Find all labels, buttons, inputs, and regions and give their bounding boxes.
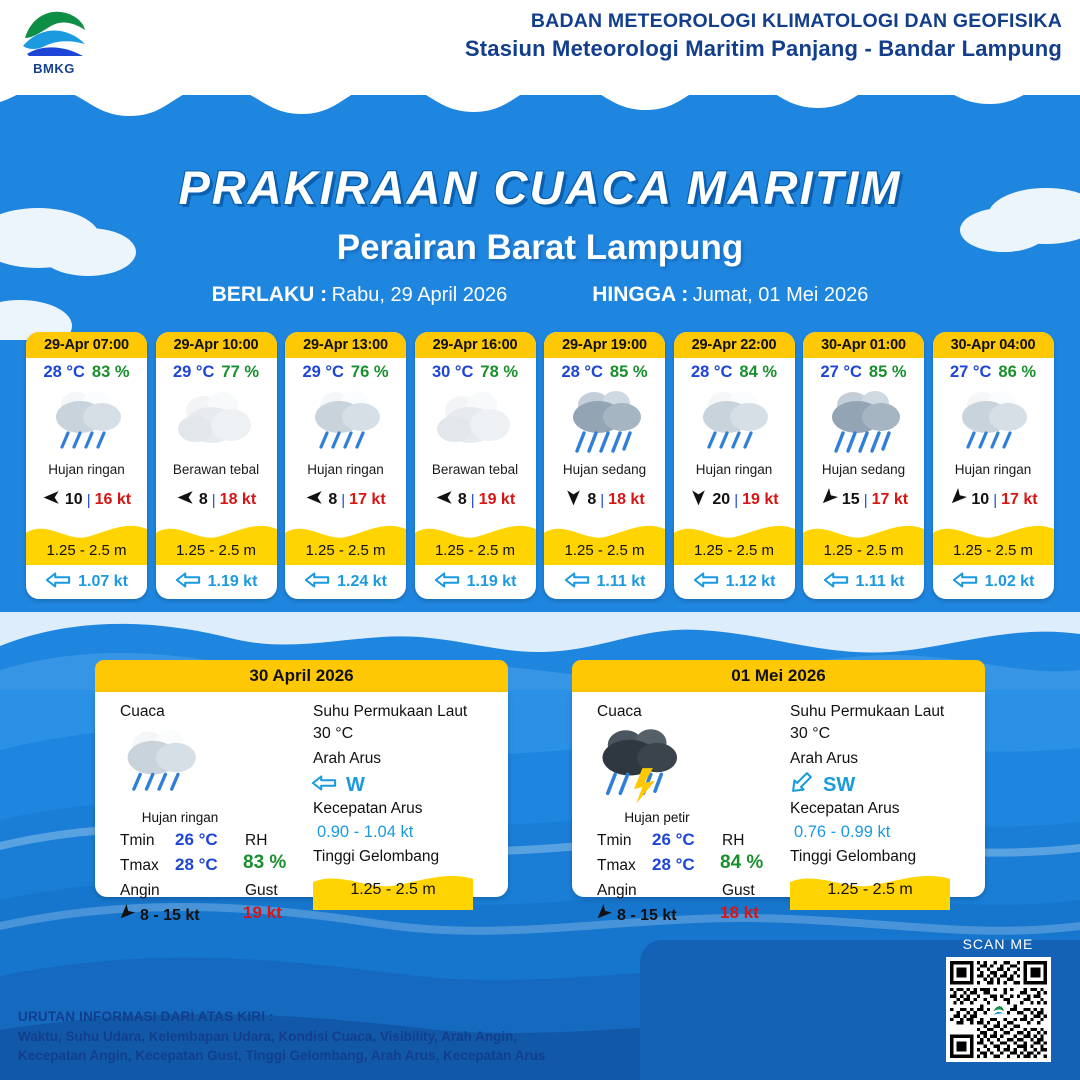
hourly-temp-rh xyxy=(285,358,406,384)
hourly-condition: Berawan tebal xyxy=(172,462,260,477)
daily-wind-value: 8 - 15 kt xyxy=(140,906,200,924)
hourly-temp-rh xyxy=(26,358,147,384)
hourly-wind xyxy=(803,481,924,519)
wind-separator: | xyxy=(211,491,216,509)
hourly-temp-rh xyxy=(674,358,795,384)
valid-until-label: HINGGA : xyxy=(592,283,689,306)
hourly-current-speed: 1.07 kt xyxy=(78,573,128,590)
hourly-wave xyxy=(285,519,406,565)
qr-code[interactable] xyxy=(946,957,1051,1062)
hourly-forecast-list xyxy=(26,332,1056,599)
hourly-weather-icon xyxy=(933,384,1054,462)
hourly-current-speed: 1.11 kt xyxy=(855,573,905,590)
hourly-wind-gust: 18 kt xyxy=(608,491,645,508)
hourly-current-speed: 1.19 kt xyxy=(207,573,258,590)
daily-body-day2 xyxy=(572,692,985,924)
hourly-wind-speed: 15 xyxy=(841,491,860,508)
daily-current-speed-value: 0.76 - 0.99 kt xyxy=(794,823,891,841)
hourly-wind-gust: 17 kt xyxy=(349,491,386,508)
wind-separator: | xyxy=(470,491,475,509)
daily-rh-label: RH xyxy=(722,832,745,849)
daily-sst-label: Suhu Permukaan Laut xyxy=(313,703,468,720)
hourly-wind-speed: 20 xyxy=(712,491,731,508)
daily-condition: Hujan ringan xyxy=(141,810,219,825)
daily-forecast-day2 xyxy=(572,660,985,924)
hourly-weather-icon xyxy=(285,384,406,462)
hourly-wave-height: 1.25 - 2.5 m xyxy=(564,542,645,559)
hourly-current xyxy=(803,565,924,599)
hourly-temp-rh xyxy=(933,358,1054,384)
daily-current-speed-label: Kecepatan Arus xyxy=(313,800,423,817)
daily-gust-value: 19 kt xyxy=(243,903,282,922)
hourly-wind xyxy=(285,481,406,519)
hourly-card xyxy=(674,332,795,599)
hourly-time: 30-Apr 01:00 xyxy=(803,332,924,358)
hourly-temp-rh xyxy=(156,358,277,384)
hourly-temperature: 27 °C xyxy=(949,363,992,381)
hourly-temp-rh xyxy=(544,358,665,384)
hourly-temperature: 29 °C xyxy=(302,363,344,381)
daily-gust-label: Gust xyxy=(245,882,278,899)
daily-current-dir-value: SW xyxy=(823,774,856,796)
bmkg-logo-icon xyxy=(21,8,87,60)
footer-legend-title: URUTAN INFORMASI DARI ATAS KIRI : xyxy=(18,1009,274,1025)
hourly-condition: Hujan ringan xyxy=(307,462,384,477)
hourly-wind xyxy=(415,481,536,519)
hourly-current xyxy=(26,565,147,599)
hourly-humidity: 76 % xyxy=(350,363,389,381)
hourly-wave-height: 1.25 - 2.5 m xyxy=(175,542,257,559)
hourly-wind-gust: 19 kt xyxy=(478,491,516,508)
daily-wind-row xyxy=(594,904,677,927)
daily-tmin-label: Tmin xyxy=(120,832,155,849)
wind-direction-icon xyxy=(435,488,454,512)
hourly-time: 29-Apr 19:00 xyxy=(544,332,665,358)
scan-me-block xyxy=(938,936,1058,1062)
hourly-time: 29-Apr 22:00 xyxy=(674,332,795,358)
daily-wave-value: 1.25 - 2.5 m xyxy=(827,881,913,898)
hourly-wind xyxy=(156,481,277,519)
hourly-wind-speed: 8 xyxy=(328,491,338,508)
daily-weather-icon xyxy=(592,724,682,809)
wind-separator: | xyxy=(993,491,998,509)
hourly-wind-speed: 10 xyxy=(971,491,990,508)
hourly-condition: Hujan sedang xyxy=(562,462,647,477)
hourly-time: 29-Apr 16:00 xyxy=(415,332,536,358)
wind-separator: | xyxy=(600,491,605,509)
current-direction-icon xyxy=(45,569,71,596)
bmkg-logo-text: BMKG xyxy=(33,61,75,76)
valid-from-label: BERLAKU : xyxy=(211,283,328,306)
daily-cuaca-label: Cuaca xyxy=(120,703,165,720)
hourly-humidity: 85 % xyxy=(609,363,648,381)
hourly-condition: Hujan sedang xyxy=(821,462,906,477)
hourly-condition: Berawan tebal xyxy=(431,462,519,477)
hourly-temp-rh xyxy=(415,358,536,384)
qr-code-icon xyxy=(950,961,1047,1058)
hourly-weather-icon xyxy=(26,384,147,462)
hourly-current xyxy=(156,565,277,599)
current-direction-icon xyxy=(693,569,719,596)
hourly-wind-speed: 8 xyxy=(198,491,208,508)
daily-current-speed-label: Kecepatan Arus xyxy=(790,800,900,817)
hourly-weather-icon xyxy=(674,384,795,462)
daily-current-dir-label: Arah Arus xyxy=(313,750,382,767)
daily-cuaca-label: Cuaca xyxy=(597,703,642,720)
daily-wave-label: Tinggi Gelombang xyxy=(790,848,917,865)
daily-forecast-day1 xyxy=(95,660,508,924)
daily-gust-value: 18 kt xyxy=(720,903,759,922)
wind-direction-icon xyxy=(42,488,61,512)
hourly-current-speed: 1.11 kt xyxy=(596,573,646,590)
hourly-temperature: 27 °C xyxy=(820,363,862,381)
daily-current-dir-row xyxy=(311,772,365,799)
hourly-wind-speed: 10 xyxy=(64,491,83,508)
valid-from-value: Rabu, 29 April 2026 xyxy=(331,284,508,306)
hourly-temperature: 28 °C xyxy=(43,363,85,381)
hourly-wave-height: 1.25 - 2.5 m xyxy=(434,542,516,559)
hourly-current-speed: 1.12 kt xyxy=(725,573,776,590)
hourly-weather-icon xyxy=(415,384,536,462)
hourly-condition: Hujan ringan xyxy=(48,462,125,477)
daily-current-dir-row xyxy=(788,772,855,799)
hourly-wave-height: 1.25 - 2.5 m xyxy=(46,542,127,559)
daily-wave-band xyxy=(790,870,950,910)
daily-tmin-label: Tmin xyxy=(597,832,632,849)
hourly-current-speed: 1.24 kt xyxy=(337,573,387,590)
daily-wind-row xyxy=(117,904,200,927)
hourly-time: 29-Apr 13:00 xyxy=(285,332,406,358)
hourly-wave xyxy=(803,519,924,565)
hourly-time: 30-Apr 04:00 xyxy=(933,332,1054,358)
wind-direction-icon xyxy=(117,904,135,927)
hourly-humidity: 85 % xyxy=(868,363,907,381)
hourly-temperature: 29 °C xyxy=(172,363,215,381)
footer-legend-line3: Kecepatan Angin, Kecepatan Gust, Tinggi Gelombang, Arah Arus, Kecepatan Arus xyxy=(18,1048,546,1064)
daily-current-dir-label: Arah Arus xyxy=(790,750,859,767)
daily-tmax-value: 28 °C xyxy=(175,855,218,874)
hourly-wave-height: 1.25 - 2.5 m xyxy=(305,542,386,559)
bmkg-logo xyxy=(14,8,94,82)
daily-wind-value: 8 - 15 kt xyxy=(617,906,677,924)
hourly-current xyxy=(544,565,665,599)
wind-direction-icon xyxy=(176,488,195,512)
page-header xyxy=(0,0,1080,88)
page-title: PRAKIRAAN CUACA MARITIM xyxy=(178,161,902,214)
hourly-wave xyxy=(674,519,795,565)
hourly-wave xyxy=(544,519,665,565)
hourly-wind-speed: 8 xyxy=(587,491,597,508)
wind-direction-icon xyxy=(564,488,583,512)
wind-separator: | xyxy=(863,491,868,509)
daily-tmax-label: Tmax xyxy=(597,857,636,874)
hourly-wind-speed: 8 xyxy=(457,491,467,508)
hourly-current xyxy=(415,565,536,599)
hourly-wave xyxy=(933,519,1054,565)
daily-body-day1 xyxy=(95,692,508,924)
wind-separator: | xyxy=(734,491,739,509)
daily-gust-label: Gust xyxy=(722,882,755,899)
daily-tmin-value: 26 °C xyxy=(175,830,218,849)
current-direction-icon xyxy=(952,569,978,596)
hourly-current xyxy=(674,565,795,599)
daily-tmax-label: Tmax xyxy=(120,857,159,874)
hourly-humidity: 83 % xyxy=(91,363,130,381)
hourly-humidity: 77 % xyxy=(221,363,260,381)
hourly-humidity: 78 % xyxy=(480,363,519,381)
current-direction-icon xyxy=(175,569,201,596)
page-subtitle: Perairan Barat Lampung xyxy=(336,228,744,267)
daily-sst-value: 30 °C xyxy=(313,725,354,742)
daily-rh-label: RH xyxy=(245,832,268,849)
hourly-condition: Hujan ringan xyxy=(954,462,1032,477)
header-agency-name: BADAN METEOROLOGI KLIMATOLOGI DAN GEOFISIKA xyxy=(530,10,1062,32)
valid-until-value: Jumat, 01 Mei 2026 xyxy=(692,284,869,306)
wind-direction-icon xyxy=(594,904,612,927)
hourly-card xyxy=(803,332,924,599)
hourly-wave-height: 1.25 - 2.5 m xyxy=(952,542,1034,559)
hourly-card xyxy=(285,332,406,599)
wind-direction-icon xyxy=(305,488,324,512)
daily-sst-value: 30 °C xyxy=(790,725,831,742)
hourly-temperature: 30 °C xyxy=(431,363,474,381)
scan-me-label: SCAN ME xyxy=(962,936,1034,952)
wind-direction-icon xyxy=(689,488,708,512)
hourly-weather-icon xyxy=(156,384,277,462)
hourly-card xyxy=(544,332,665,599)
validity-row xyxy=(0,283,1080,307)
current-direction-icon xyxy=(304,569,330,596)
daily-wind-label: Angin xyxy=(597,882,637,899)
header-station-name: Stasiun Meteorologi Maritim Panjang - Bandar Lampung xyxy=(464,36,1062,61)
wind-separator: | xyxy=(86,491,91,509)
hourly-wind xyxy=(544,481,665,519)
hourly-humidity: 86 % xyxy=(998,363,1037,381)
daily-tmin-value: 26 °C xyxy=(652,830,695,849)
hourly-wind-gust: 16 kt xyxy=(94,491,132,508)
hourly-wind-gust: 18 kt xyxy=(219,491,257,508)
footer-legend xyxy=(18,1007,545,1066)
daily-wave-label: Tinggi Gelombang xyxy=(313,848,440,865)
daily-date-day1: 30 April 2026 xyxy=(95,660,508,692)
hourly-card xyxy=(933,332,1054,599)
daily-sst-label: Suhu Permukaan Laut xyxy=(790,703,945,720)
hourly-wind-gust: 17 kt xyxy=(1001,491,1038,508)
hourly-wind xyxy=(674,481,795,519)
hourly-card xyxy=(26,332,147,599)
daily-current-speed-value: 0.90 - 1.04 kt xyxy=(317,823,414,841)
hourly-wind-gust: 19 kt xyxy=(742,491,779,508)
hourly-current-speed: 1.02 kt xyxy=(984,573,1035,590)
daily-rh-value: 84 % xyxy=(720,852,764,873)
hourly-temperature: 28 °C xyxy=(561,363,603,381)
footer-legend-line2: Waktu, Suhu Udara, Kelembapan Udara, Kondisi Cuaca, Visibility, Arah Angin, xyxy=(18,1028,518,1044)
wind-separator: | xyxy=(341,491,346,509)
hourly-weather-icon xyxy=(803,384,924,462)
hourly-time: 29-Apr 07:00 xyxy=(26,332,147,358)
hourly-temp-rh xyxy=(803,358,924,384)
hourly-weather-icon xyxy=(544,384,665,462)
daily-rh-value: 83 % xyxy=(243,852,287,873)
hourly-time: 29-Apr 10:00 xyxy=(156,332,277,358)
wind-direction-icon xyxy=(819,488,838,512)
daily-condition: Hujan petir xyxy=(624,810,690,825)
current-direction-icon xyxy=(564,569,590,596)
hourly-temperature: 28 °C xyxy=(690,363,733,381)
hourly-wave-height: 1.25 - 2.5 m xyxy=(693,542,775,559)
hourly-wind xyxy=(933,481,1054,519)
current-direction-icon xyxy=(788,772,814,799)
wind-direction-icon xyxy=(948,488,967,512)
current-direction-icon xyxy=(434,569,460,596)
hourly-wave-height: 1.25 - 2.5 m xyxy=(823,542,904,559)
daily-current-dir-value: W xyxy=(346,774,365,796)
hourly-wave xyxy=(156,519,277,565)
daily-weather-icon xyxy=(115,724,205,809)
hourly-wind xyxy=(26,481,147,519)
hourly-card xyxy=(156,332,277,599)
daily-wave-value: 1.25 - 2.5 m xyxy=(350,881,436,898)
hourly-humidity: 84 % xyxy=(739,363,778,381)
hourly-wind-gust: 17 kt xyxy=(871,491,909,508)
daily-wave-band xyxy=(313,870,473,910)
hourly-card xyxy=(415,332,536,599)
hourly-condition: Hujan ringan xyxy=(695,462,773,477)
current-direction-icon xyxy=(823,569,849,596)
hourly-wave xyxy=(415,519,536,565)
daily-wind-label: Angin xyxy=(120,882,160,899)
daily-date-day2: 01 Mei 2026 xyxy=(572,660,985,692)
hourly-current-speed: 1.19 kt xyxy=(466,573,517,590)
hourly-current xyxy=(285,565,406,599)
daily-tmax-value: 28 °C xyxy=(652,855,695,874)
current-direction-icon xyxy=(311,772,337,799)
hourly-wave xyxy=(26,519,147,565)
hourly-current xyxy=(933,565,1054,599)
